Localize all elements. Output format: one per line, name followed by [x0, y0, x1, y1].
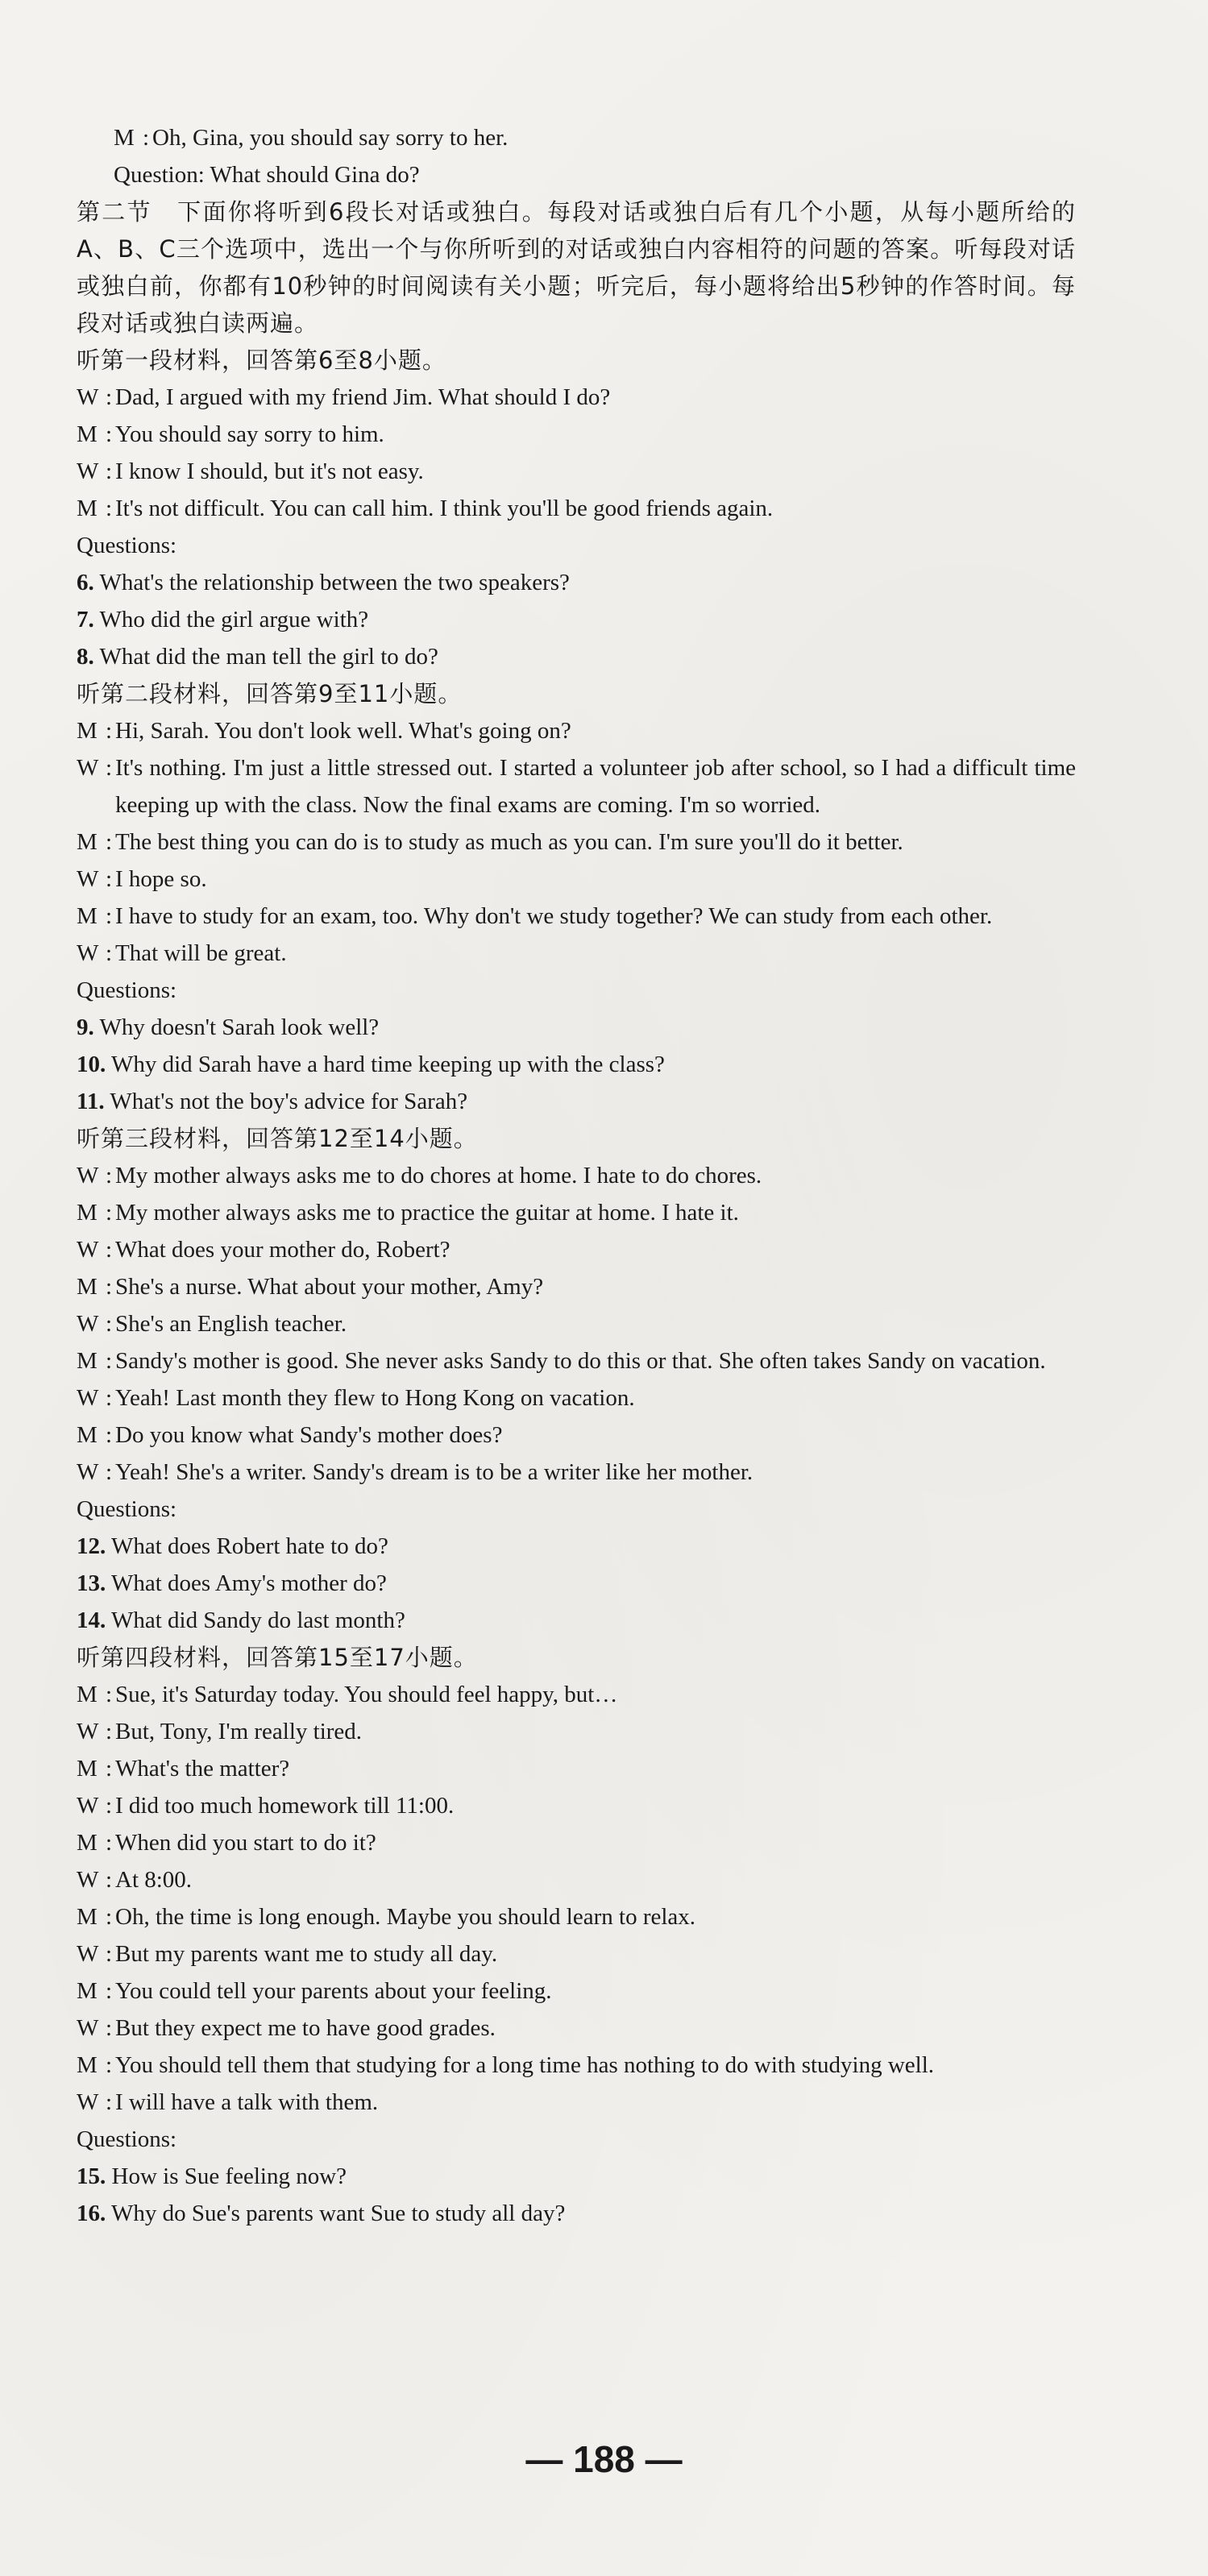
dialogue-text: Oh, Gina, you should say sorry to her.: [152, 125, 509, 151]
speaker-label: W: [77, 458, 99, 484]
dialogue-text: Dad, I argued with my friend Jim. What should I do?: [115, 384, 611, 410]
question-text: What does Robert hate to do?: [110, 1533, 388, 1559]
question-line: [77, 1009, 1076, 1046]
question-line: [77, 564, 1076, 601]
question-text: Why do Sue's parents want Sue to study all day?: [110, 2201, 566, 2226]
speaker-colon: :: [106, 496, 113, 521]
speaker-label: W: [77, 1941, 99, 1967]
speaker-colon: :: [106, 421, 113, 447]
dialogue-text: Hi, Sarah. You don't look well. What's going on?: [115, 718, 571, 744]
speaker-label: W: [77, 2015, 99, 2041]
speaker-colon: :: [106, 1756, 113, 1782]
dialogue-text: That will be great.: [115, 940, 287, 966]
dialogue-text: What does your mother do, Robert?: [115, 1237, 450, 1263]
speaker-colon: :: [106, 1237, 113, 1263]
dialogue-line: [77, 1454, 1076, 1491]
speaker-label: M: [77, 496, 98, 521]
speaker-label: M: [77, 1682, 98, 1707]
dialogue-line: [77, 1231, 1076, 1268]
dialogue-line: [77, 1750, 1076, 1787]
question-text: What's the relationship between the two speakers?: [99, 570, 570, 595]
speaker-label: W: [77, 1237, 99, 1263]
document-body: [77, 119, 1076, 2232]
speaker-label: M: [77, 421, 98, 447]
dialogue-text: What's the matter?: [115, 1756, 290, 1782]
question-line: [77, 638, 1076, 675]
speaker-label: M: [77, 1830, 98, 1856]
dialogue-line: [77, 861, 1076, 898]
speaker-colon: :: [106, 1385, 113, 1411]
questions-label: Questions:: [77, 2126, 177, 2152]
speaker-label: M: [77, 1348, 98, 1374]
speaker-colon: :: [106, 755, 113, 781]
dialogue-text: Sue, it's Saturday today. You should feel happy, but…: [115, 1682, 618, 1707]
speaker-label: M: [77, 2052, 98, 2078]
questions-label: Questions:: [77, 977, 177, 1003]
speaker-colon: :: [106, 458, 113, 484]
dialogue-text: But, Tony, I'm really tired.: [115, 1719, 363, 1744]
speaker-label: W: [77, 1719, 99, 1744]
dialogue-line: [77, 898, 1076, 935]
page-number: — 188 —: [525, 2438, 683, 2480]
question-text: How is Sue feeling now?: [111, 2163, 347, 2189]
question-text: Who did the girl argue with?: [99, 607, 369, 633]
dialogue-text: It's nothing. I'm just a little stressed out. I started a volunteer job after school, so I had a difficult time keeping up with the class. Now the final exams are coming. I'm so worried.: [115, 755, 1076, 818]
question-number: 6.: [77, 570, 94, 595]
speaker-label: W: [77, 755, 99, 781]
question-line: [77, 1565, 1076, 1602]
speaker-label: M: [77, 903, 98, 929]
speaker-label: W: [77, 384, 99, 410]
speaker-label: M: [114, 125, 135, 151]
dialogue-text: The best thing you can do is to study as much as you can. I'm sure you'll do it better.: [115, 829, 903, 855]
dialogue-line: [77, 119, 1076, 156]
speaker-colon: :: [106, 940, 113, 966]
question-text: What did Sandy do last month?: [110, 1607, 405, 1633]
question-line: [77, 1083, 1076, 1120]
dialogue-line: [77, 712, 1076, 749]
dialogue-line: [77, 1676, 1076, 1713]
question-number: 15.: [77, 2163, 106, 2189]
question-line: [77, 601, 1076, 638]
dialogue-text: I did too much homework till 11:00.: [115, 1793, 455, 1819]
speaker-colon: :: [106, 1163, 113, 1188]
question-number: 16.: [77, 2201, 106, 2226]
dialogue-line: [77, 935, 1076, 972]
speaker-label: W: [77, 1793, 99, 1819]
material-heading: 听第一段材料，回答第6至8小题。: [77, 346, 446, 374]
dialogue-text: But my parents want me to study all day.: [115, 1941, 498, 1967]
speaker-colon: :: [106, 1682, 113, 1707]
section-instructions: 第二节 下面你将听到6段长对话或独白。每段对话或独白后有几个小题，从每小题所给的A、B、C三个选项中，选出一个与你所听到的对话或独白内容相符的问题的答案。听每段对话或独白前，你都有10秒钟的时间阅读有关小题；听完后，每小题将给出5秒钟的作答时间。每段对话或独白读两遍。: [77, 198, 1076, 337]
dialogue-text: But they expect me to have good grades.: [115, 2015, 496, 2041]
speaker-label: M: [77, 1274, 98, 1300]
dialogue-text: When did you start to do it?: [115, 1830, 376, 1856]
speaker-colon: :: [106, 1941, 113, 1967]
speaker-colon: :: [106, 1200, 113, 1226]
material-heading: 听第二段材料，回答第9至11小题。: [77, 680, 463, 707]
speaker-label: M: [77, 829, 98, 855]
dialogue-line: [77, 2084, 1076, 2121]
dialogue-text: I hope so.: [115, 866, 207, 892]
dialogue-line: [77, 2010, 1076, 2047]
question-number: 8.: [77, 644, 94, 670]
questions-label: Question: What should Gina do?: [114, 162, 420, 188]
speaker-colon: :: [106, 2052, 113, 2078]
speaker-label: M: [77, 1756, 98, 1782]
dialogue-line: [77, 1379, 1076, 1417]
speaker-colon: :: [106, 1274, 113, 1300]
speaker-colon: :: [106, 1422, 113, 1448]
speaker-colon: :: [106, 1978, 113, 2004]
speaker-label: W: [77, 1867, 99, 1893]
dialogue-text: Oh, the time is long enough. Maybe you should learn to relax.: [115, 1904, 696, 1930]
dialogue-line: [77, 1787, 1076, 1824]
speaker-label: W: [77, 940, 99, 966]
dialogue-line: [77, 823, 1076, 861]
dialogue-line: [77, 1972, 1076, 2010]
dialogue-line: [77, 749, 1076, 823]
dialogue-text: Yeah! Last month they flew to Hong Kong on vacation.: [115, 1385, 635, 1411]
speaker-colon: :: [106, 1867, 113, 1893]
speaker-label: W: [77, 866, 99, 892]
material-heading: 听第三段材料，回答第12至14小题。: [77, 1125, 478, 1152]
dialogue-line: [77, 1713, 1076, 1750]
dialogue-line: [77, 1824, 1076, 1861]
question-number: 11.: [77, 1089, 105, 1114]
questions-label: Questions:: [77, 1496, 177, 1522]
question-text: What does Amy's mother do?: [110, 1570, 387, 1596]
question-text: What did the man tell the girl to do?: [99, 644, 438, 670]
question-number: 14.: [77, 1607, 106, 1633]
question-line: [77, 2158, 1076, 2195]
speaker-colon: :: [106, 1348, 113, 1374]
speaker-label: M: [77, 1904, 98, 1930]
speaker-colon: :: [106, 829, 113, 855]
question-number: 10.: [77, 1052, 106, 1077]
dialogue-text: My mother always asks me to do chores at home. I hate to do chores.: [115, 1163, 762, 1188]
dialogue-text: Yeah! She's a writer. Sandy's dream is to be a writer like her mother.: [115, 1459, 753, 1485]
questions-label: Questions:: [77, 533, 177, 558]
dialogue-line: [77, 1417, 1076, 1454]
question-text: Why doesn't Sarah look well?: [99, 1014, 380, 1040]
dialogue-line: [77, 1157, 1076, 1194]
question-number: 13.: [77, 1570, 106, 1596]
speaker-colon: :: [106, 718, 113, 744]
speaker-label: W: [77, 1311, 99, 1337]
speaker-label: M: [77, 1978, 98, 2004]
dialogue-line: [77, 1268, 1076, 1305]
speaker-colon: :: [106, 384, 113, 410]
dialogue-line: [77, 1194, 1076, 1231]
dialogue-text: She's a nurse. What about your mother, Amy?: [115, 1274, 544, 1300]
dialogue-text: You could tell your parents about your feeling.: [115, 1978, 552, 2004]
dialogue-line: [77, 490, 1076, 527]
speaker-label: W: [77, 1163, 99, 1188]
dialogue-line: [77, 416, 1076, 453]
speaker-colon: :: [106, 2015, 113, 2041]
dialogue-text: I have to study for an exam, too. Why don't we study together? We can study from each other.: [115, 903, 993, 929]
question-number: 7.: [77, 607, 94, 633]
dialogue-text: You should tell them that studying for a long time has nothing to do with studying well.: [115, 2052, 935, 2078]
dialogue-line: [77, 1935, 1076, 1972]
dialogue-text: It's not difficult. You can call him. I think you'll be good friends again.: [115, 496, 774, 521]
question-number: 9.: [77, 1014, 94, 1040]
speaker-label: M: [77, 1200, 98, 1226]
speaker-colon: :: [106, 1830, 113, 1856]
speaker-colon: :: [106, 1904, 113, 1930]
dialogue-line: [77, 1342, 1076, 1379]
question-line: [77, 2195, 1076, 2232]
dialogue-text: I know I should, but it's not easy.: [115, 458, 424, 484]
speaker-colon: :: [106, 1719, 113, 1744]
material-heading: 听第四段材料，回答第15至17小题。: [77, 1644, 478, 1671]
speaker-label: M: [77, 718, 98, 744]
question-text: Why did Sarah have a hard time keeping up with the class?: [110, 1052, 665, 1077]
speaker-label: M: [77, 1422, 98, 1448]
question-number: 12.: [77, 1533, 106, 1559]
speaker-colon: :: [106, 866, 113, 892]
question-text: What's not the boy's advice for Sarah?: [110, 1089, 468, 1114]
dialogue-line: [77, 2047, 1076, 2084]
dialogue-line: [77, 1305, 1076, 1342]
speaker-label: W: [77, 1459, 99, 1485]
dialogue-text: She's an English teacher.: [115, 1311, 347, 1337]
speaker-colon: :: [106, 1311, 113, 1337]
dialogue-text: At 8:00.: [115, 1867, 193, 1893]
speaker-colon: :: [106, 1793, 113, 1819]
speaker-label: W: [77, 1385, 99, 1411]
dialogue-line: [77, 1861, 1076, 1898]
dialogue-text: My mother always asks me to practice the guitar at home. I hate it.: [115, 1200, 739, 1226]
speaker-colon: :: [106, 903, 113, 929]
speaker-label: W: [77, 2089, 99, 2115]
question-line: [77, 1528, 1076, 1565]
dialogue-line: [77, 379, 1076, 416]
dialogue-text: You should say sorry to him.: [115, 421, 384, 447]
speaker-colon: :: [143, 125, 150, 151]
dialogue-text: Sandy's mother is good. She never asks Sandy to do this or that. She often takes Sandy on vacation.: [115, 1348, 1046, 1374]
dialogue-line: [77, 453, 1076, 490]
dialogue-text: Do you know what Sandy's mother does?: [115, 1422, 503, 1448]
dialogue-text: I will have a talk with them.: [115, 2089, 379, 2115]
question-line: [77, 1602, 1076, 1639]
speaker-colon: :: [106, 1459, 113, 1485]
dialogue-line: [77, 1898, 1076, 1935]
question-line: [77, 1046, 1076, 1083]
speaker-colon: :: [106, 2089, 113, 2115]
